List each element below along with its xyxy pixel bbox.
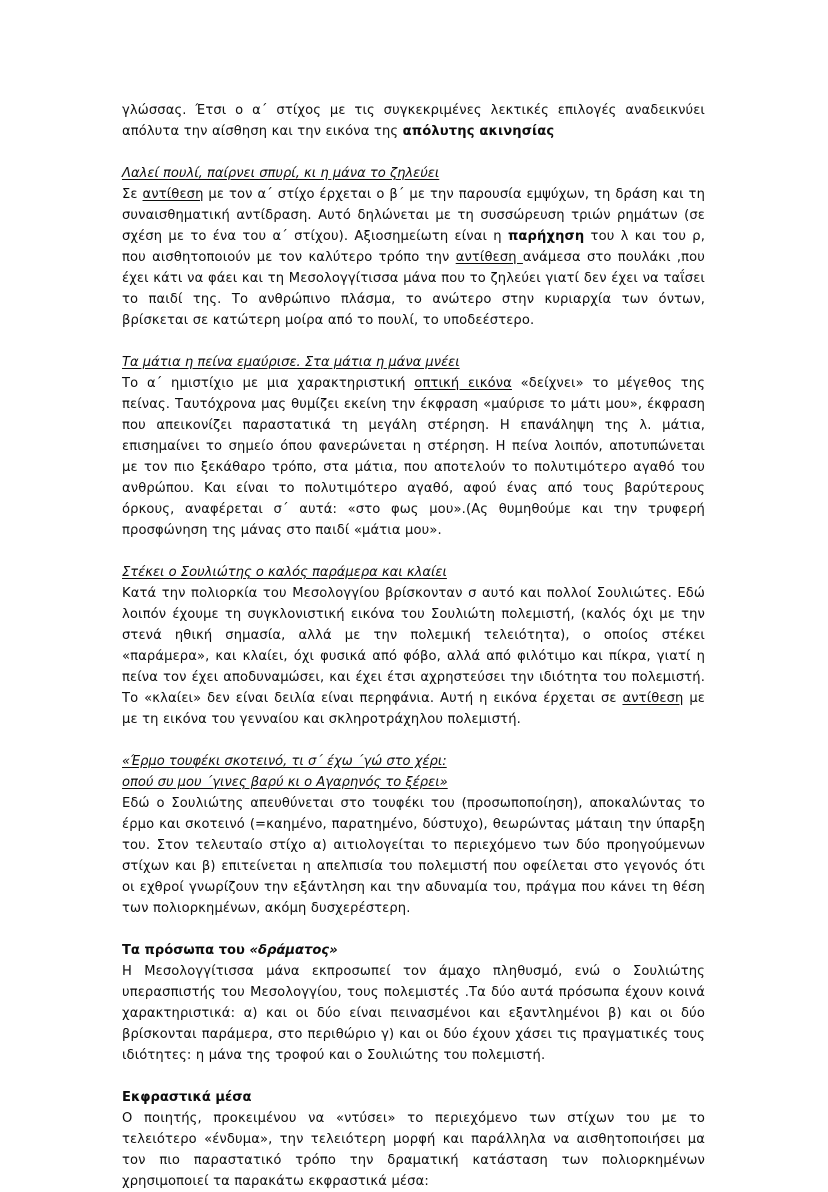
verse-quote bbox=[122, 751, 705, 793]
section-heading-text: Τα πρόσωπα του bbox=[122, 943, 250, 958]
text-run: με τον α΄ στίχο έρχεται ο β΄ με την παρουσία εμψύχων, τη δράση και τη συναισθηματική αντίδραση. Αυτό δηλώνεται με τη συσσώρευση τριών ρημάτων (σε σχέση με το ένα του α΄ στίχου). Αξιοσημείωτη είναι η bbox=[122, 187, 705, 244]
text-run: Σε bbox=[122, 187, 143, 202]
body-paragraph bbox=[122, 583, 705, 730]
verse-heading: Τα μάτια η πείνα εμαύρισε. Στα μάτια η μάνα μνέει bbox=[122, 355, 460, 370]
text-run: ανάμεσα στο πουλάκι ,που έχει κάτι να φάει και τη Μεσολογγίτισσα μάνα που το ζηλεύει γιατί δεν έχει να ταΐσει το παιδί της. Το ανθρώπινο πλάσμα, το ανώτερο στην κυριαρχία των όντων, βρίσκεται σε κατώτερη μοίρα από το πουλί, το υποδεέστερο. bbox=[122, 250, 706, 328]
verse-quote-line: οπού συ μου ΄γινες βαρύ κι ο Αγαρηνός το ξέρει» bbox=[122, 775, 448, 790]
verse-quote-line: «Έρμο τουφέκι σκοτεινό, τι σ΄ έχω ΄γώ στο χέρι: bbox=[122, 754, 447, 769]
body-paragraph bbox=[122, 373, 705, 541]
text-run: του λ και του ρ, που αισθητοποιούν με τον καλύτερο τρόπο την bbox=[122, 229, 705, 265]
body-paragraph bbox=[122, 1108, 705, 1192]
text-run: γλώσσας. Έτσι ο α΄ στίχος με τις συγκεκριμένες λεκτικές επιλογές αναδεικνύει απόλυτα την αίσθηση και την εικόνα της bbox=[122, 103, 705, 139]
body-paragraph bbox=[122, 961, 705, 1066]
document-body bbox=[122, 100, 705, 1192]
section-heading bbox=[122, 1087, 705, 1108]
text-run: με με τη εικόνα του γενναίου και σκληροτράχηλου πολεμιστή. bbox=[122, 691, 705, 727]
verse-heading: Στέκει ο Σουλιώτης ο καλός παράμερα και κλαίει bbox=[122, 565, 447, 580]
section-heading-emphasis: «δράματος» bbox=[249, 943, 338, 958]
text-run: Το α΄ ημιστίχιο με μια χαρακτηριστική bbox=[122, 376, 415, 391]
section-heading-text: Εκφραστικά μέσα bbox=[122, 1090, 252, 1105]
bold-run: παρήχηση bbox=[507, 229, 585, 244]
verse-heading: Λαλεί πουλί, παίρνει σπυρί, κι η μάνα το ζηλεύει bbox=[122, 166, 440, 181]
body-paragraph bbox=[122, 793, 705, 919]
underlined-term: αντίθεση bbox=[455, 250, 523, 265]
bold-run: απόλυτης ακινησίας bbox=[402, 124, 555, 139]
body-paragraph bbox=[122, 184, 705, 331]
text-run: Εδώ ο Σουλιώτης απευθύνεται στο τουφέκι του (προσωποποίηση), αποκαλώντας το έρμο και σκοτεινό (=καημένο, παρατημένο, δύστυχο), θεωρώντας μάταιη την ύπαρξη του. Στον τελευταίο στίχο α) αιτιολογείται το περιεχόμενο των δύο προηγούμενων στίχων και β) επιτείνεται η απελπισία του πολεμιστή που οφείλεται στο γεγονός ότι οι εχθροί γνωρίζουν την εξάντληση και την αδυναμία του, πράγμα που κάνει τη θέση των πολιορκημένων, ακόμη δυσχερέστερη. bbox=[122, 796, 705, 916]
underlined-term: αντίθεση bbox=[142, 187, 204, 202]
body-paragraph bbox=[122, 100, 705, 142]
section-heading bbox=[122, 940, 705, 961]
text-run: Ο ποιητής, προκειμένου να «ντύσει» το περιεχόμενο των στίχων του με το τελειότερο «ένδυμα», την τελειότερη μορφή και παράλληλα να αισθητοποιήσει μα τον πιο παραστατικό τρόπο την δραματική κατάσταση των πολιορκημένων χρησιμοποιεί τα παρακάτω εκφραστικά μέσα: bbox=[122, 1111, 705, 1189]
underlined-term: αντίθεση bbox=[622, 691, 684, 706]
text-run: Η Μεσολογγίτισσα μάνα εκπροσωπεί τον άμαχο πληθυσμό, ενώ ο Σουλιώτης υπερασπιστής του Μεσολογγίου, τους πολεμιστές .Τα δύο αυτά πρόσωπα έχουν κοινά χαρακτηριστικά: α) και οι δύο είναι πεινασμένοι και εξαντλημένοι β) και οι δύο βρίσκονται παράμερα, στο περιθώριο γ) και οι δύο έχουν χάσει τις πραγματικές τους ιδιότητες: η μάνα της τροφού και ο Σουλιώτης του πολεμιστή. bbox=[122, 964, 705, 1063]
underlined-term: οπτική εικόνα bbox=[414, 376, 512, 391]
text-run: «δείχνει» το μέγεθος της πείνας. Ταυτόχρονα μας θυμίζει εκείνη την έκφραση «μαύρισε το μάτι μου», έκφραση που απεικονίζει παραστατικά τη μεγάλη στέρηση. Η επανάληψη της λ. μάτια, επισημαίνει το σημείο όπου φανερώνεται η στέρηση. Η πείνα λοιπόν, αποτυπώνεται με τον πιο ξεκάθαρο τρόπο, στα μάτια, που αποτελούν το πολυτιμότερο αγαθό του ανθρώπου. Και είναι το πολυτιμότερο αγαθό, αφού ένας από τους βαρύτερους όρκους, αναφέρεται σ΄ αυτά: «στο φως μου».(Ας θυμηθούμε και την τρυφερή προσφώνηση της μάνας στο παιδί «μάτια μου». bbox=[122, 376, 706, 538]
text-run: Κατά την πολιορκία του Μεσολογγίου βρίσκονταν σ αυτό και πολλοί Σουλιώτες. Εδώ λοιπόν έχουμε τη συγκλονιστική εικόνα του Σουλιώτη πολεμιστή, (καλός όχι με την στενά ηθική σημασία, αλλά με την πολεμική τελειότητα), ο οποίος στέκει «παράμερα», και κλαίει, όχι φυσικά από φόβο, αλλά από φιλότιμο και πίκρα, γιατί η πείνα τον έχει αποδυναμώσει, και έχει έτσι αχρηστεύσει την ιδιότητα του πολεμιστή. Το «κλαίει» δεν είναι δειλία είναι περηφάνια. Αυτή η εικόνα έρχεται σε bbox=[122, 586, 705, 706]
